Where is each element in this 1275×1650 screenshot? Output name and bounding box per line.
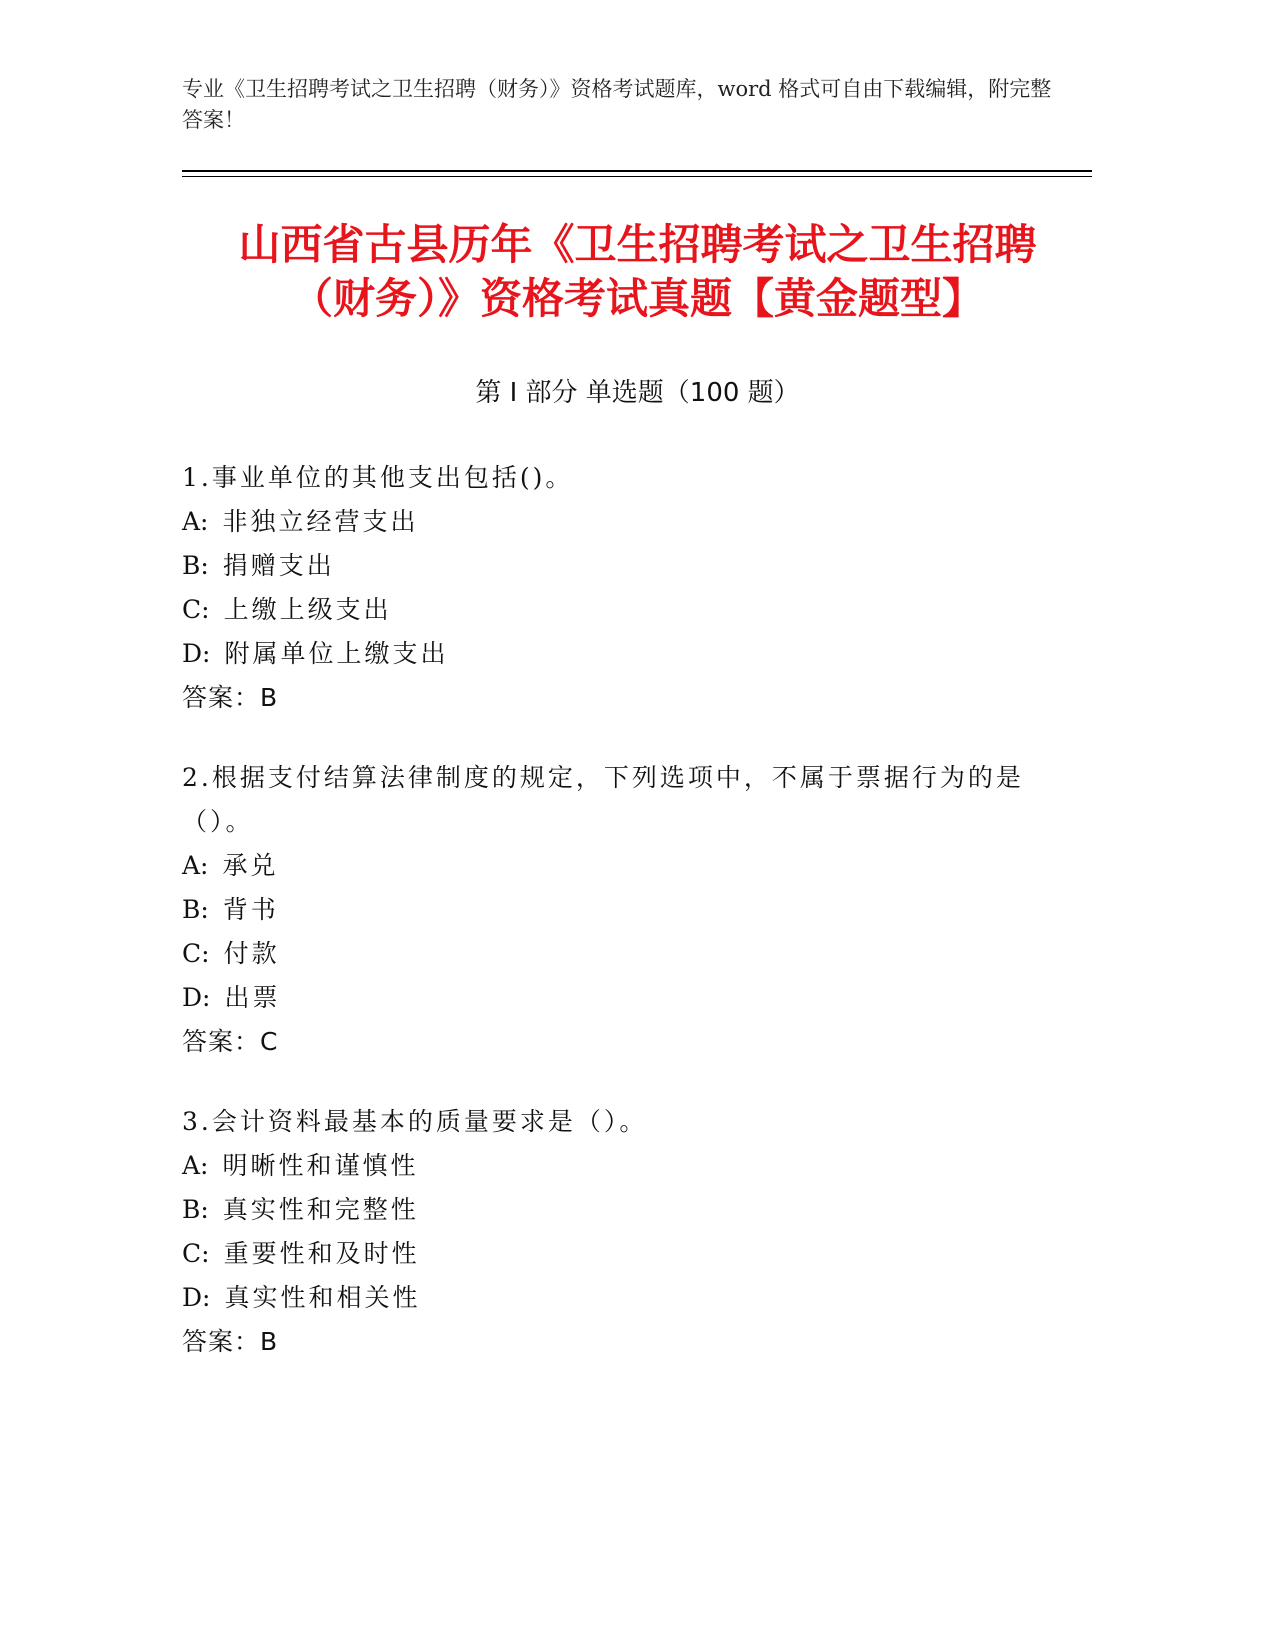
document-title-line-1: 山西省古县历年《卫生招聘考试之卫生招聘 [238, 220, 1037, 269]
option-b [182, 1188, 1062, 1232]
option-text: 真实性和相关性 [224, 1283, 421, 1312]
option-text: 真实性和完整性 [222, 1195, 419, 1224]
question-stem: 1.事业单位的其他支出包括()。 [182, 463, 574, 492]
question-stem: 3.会计资料最基本的质量要求是（）。 [182, 1107, 648, 1136]
option-label: B: [182, 1195, 209, 1224]
option-text: 背书 [222, 895, 279, 924]
question-item [182, 456, 1062, 720]
option-label: C: [182, 595, 210, 624]
answer-line: 答案：B [182, 683, 279, 712]
header-divider-thin [182, 176, 1092, 177]
option-b [182, 544, 1062, 588]
option-label: D: [182, 639, 211, 668]
option-label: A: [182, 507, 209, 536]
option-text: 非独立经营支出 [222, 507, 419, 536]
option-c [182, 1232, 1062, 1276]
option-d [182, 976, 1062, 1020]
option-label: B: [182, 895, 209, 924]
document-title [150, 218, 1125, 326]
option-label: C: [182, 1239, 210, 1268]
option-a [182, 844, 1062, 888]
header-divider-thick [182, 170, 1092, 172]
question-stem: 2.根据支付结算法律制度的规定，下列选项中，不属于票据行为的是（）。 [182, 763, 1024, 836]
option-b [182, 888, 1062, 932]
option-d [182, 1276, 1062, 1320]
option-d [182, 632, 1062, 676]
option-c [182, 588, 1062, 632]
answer-line: 答案：B [182, 1327, 279, 1356]
question-list [182, 456, 1062, 1400]
answer-line: 答案：C [182, 1027, 279, 1056]
option-label: A: [182, 1151, 209, 1180]
section-heading: 第 I 部分 单选题（100 题） [475, 378, 800, 408]
option-label: D: [182, 1283, 211, 1312]
option-text: 重要性和及时性 [223, 1239, 420, 1268]
option-label: C: [182, 939, 210, 968]
question-item [182, 756, 1062, 1064]
option-label: B: [182, 551, 209, 580]
option-text: 出票 [224, 983, 281, 1012]
option-c [182, 932, 1062, 976]
option-text: 明晰性和谨慎性 [222, 1151, 419, 1180]
option-text: 上缴上级支出 [223, 595, 392, 624]
option-text: 付款 [223, 939, 280, 968]
option-text: 捐赠支出 [222, 551, 335, 580]
question-item [182, 1100, 1062, 1364]
option-label: A: [182, 851, 209, 880]
document-title-line-2: （财务）》资格考试真题【黄金题型】 [290, 274, 984, 323]
document-header-note: 专业《卫生招聘考试之卫生招聘（财务）》资格考试题库，word 格式可自由下载编辑，附完整答案！ [182, 77, 1052, 132]
option-a [182, 1144, 1062, 1188]
option-label: D: [182, 983, 211, 1012]
option-text: 附属单位上缴支出 [224, 639, 449, 668]
option-text: 承兑 [222, 851, 279, 880]
option-a [182, 500, 1062, 544]
